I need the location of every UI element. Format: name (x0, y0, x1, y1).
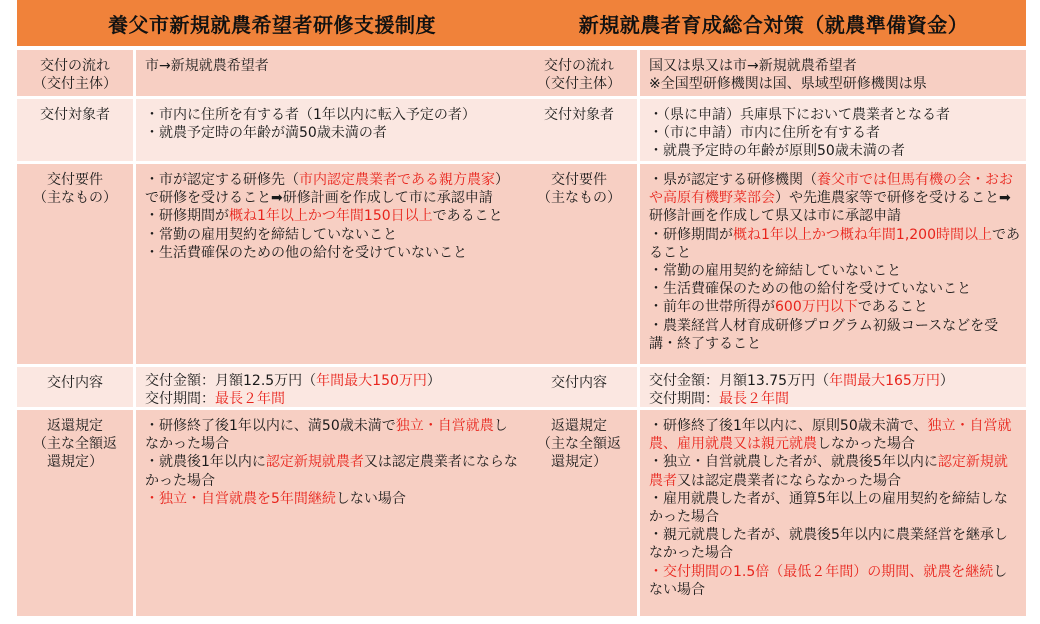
left-row-flow (17, 50, 527, 96)
right-row-requirements (521, 164, 1026, 364)
right-program-panel (521, 0, 1026, 616)
right-row-flow (521, 50, 1026, 96)
right-refund-emphasis-2: 認定新規就農者 (649, 454, 1008, 489)
right-flow-label: 交付の流れ （交付主体） (521, 50, 637, 96)
right-target-text: ・（県に申請）兵庫県下において農業者となる者 ・（市に申請）市内に住所を有する者 ・就農予定時の年齢が原則50歳未満の者 (640, 99, 1026, 161)
left-row-target (17, 99, 527, 161)
left-refund-text: ・研修終了後1年以内に、満50歳未満で独立・自営就農しなかった場合 ・就農後1年以内に認定新規就農者又は認定農業者にならなかった場合 ・独立・自営就農を5年間継続しない場合 (136, 410, 527, 616)
right-target-label: 交付対象者 (521, 99, 637, 161)
left-target-label: 交付対象者 (17, 99, 133, 161)
right-row-refund (521, 410, 1026, 616)
left-requirements-label: 交付要件 （主なもの） (17, 164, 133, 364)
left-flow-text: 市→新規就農希望者 (136, 50, 527, 96)
right-refund-emphasis-1: 独立・自営就農、雇用就農又は親元就農 (649, 418, 1012, 453)
right-requirements-emphasis-1: 養父市では但馬有機の会・おおや高原有機野菜部会 (649, 172, 1013, 207)
left-content-text: 交付金額：月額12.5万円（年間最大150万円） 交付期間：最長２年間 (136, 367, 527, 407)
left-content-period: 最長２年間 (215, 391, 285, 408)
left-program-panel (17, 0, 527, 616)
left-row-content (17, 367, 527, 407)
right-refund-emphasis-3: ・交付期間の1.5倍（最低２年間）の期間、就農を継続 (649, 563, 994, 580)
right-program-title: 新規就農者育成総合対策（就農準備資金） (521, 0, 1026, 46)
left-refund-emphasis-1: 独立・自営就農 (395, 418, 494, 434)
left-requirements-text: ・市が認定する研修先（市内認定農業者である親方農家）で研修を受けること➡研修計画を作成して市に承認申請 ・研修期間が概ね1年以上かつ年間150日以上であること ・常勤の雇用契約を締結していないこと ・生活費確保のための他の給付を受けていないこと (136, 164, 527, 364)
right-content-period: 最長２年間 (719, 391, 789, 408)
left-requirements-emphasis-2: 概ね1年以上かつ年間150日以上 (229, 208, 433, 225)
left-refund-emphasis-2: 認定新規就農者 (265, 454, 364, 471)
left-flow-label: 交付の流れ （交付主体） (17, 50, 133, 96)
right-row-target (521, 99, 1026, 161)
right-content-text: 交付金額：月額13.75万円（年間最大165万円） 交付期間：最長２年間 (640, 367, 1026, 407)
left-row-refund (17, 410, 527, 616)
left-refund-label: 返還規定 （主な全額返 還規定） (17, 410, 133, 616)
right-content-max: 年間最大165万円 (829, 373, 940, 389)
left-refund-emphasis-3: ・独立・自営就農を5年間継続 (145, 490, 336, 507)
right-flow-text: 国又は県又は市→新規就農希望者 ※全国型研修機関は国、県域型研修機関は県 (640, 50, 1026, 96)
right-row-content (521, 367, 1026, 407)
left-row-requirements (17, 164, 527, 364)
right-requirements-label: 交付要件 （主なもの） (521, 164, 637, 364)
left-target-text: ・市内に住所を有する者（1年以内に転入予定の者） ・就農予定時の年齢が満50歳未満の者 (136, 99, 527, 161)
left-program-title: 養父市新規就農希望者研修支援制度 (17, 0, 527, 46)
right-refund-label: 返還規定 （主な全額返 還規定） (521, 410, 637, 616)
left-requirements-emphasis-1: 市内認定農業者である親方農家 (299, 172, 495, 188)
right-requirements-emphasis-2: 概ね1年以上かつ概ね年間1,200時間以上 (733, 226, 992, 243)
left-content-max: 年間最大150万円 (316, 373, 427, 389)
left-content-label: 交付内容 (17, 367, 133, 407)
right-content-label: 交付内容 (521, 367, 637, 407)
right-refund-text: ・研修終了後1年以内に、原則50歳未満で、独立・自営就農、雇用就農又は親元就農しなかった場合 ・独立・自営就農した者が、就農後5年以内に認定新規就農者又は認定農業者にならなかった場合 ・雇用就農した者が、通算5年以上の雇用契約を締結しなかった場合 ・親元就農した者が、就農後5年以内に農業経営を継承しなかった場合 ・交付期間の1.5倍（最低２年間）の期間、就農を継続しない場合 (640, 410, 1026, 616)
right-requirements-emphasis-3: 600万円以下 (775, 299, 858, 316)
right-requirements-text: ・県が認定する研修機関（養父市では但馬有機の会・おおや高原有機野菜部会）や先進農家等で研修を受けること➡研修計画を作成して県又は市に承認申請 ・研修期間が概ね1年以上かつ概ね年間1,200時間以上であること ・常勤の雇用契約を締結していないこと ・生活費確保のための他の給付を受けていないこと ・前年の世帯所得が600万円以下であること ・農業経営人材育成研修プログラム初級コースなどを受講・終了すること (640, 164, 1026, 364)
